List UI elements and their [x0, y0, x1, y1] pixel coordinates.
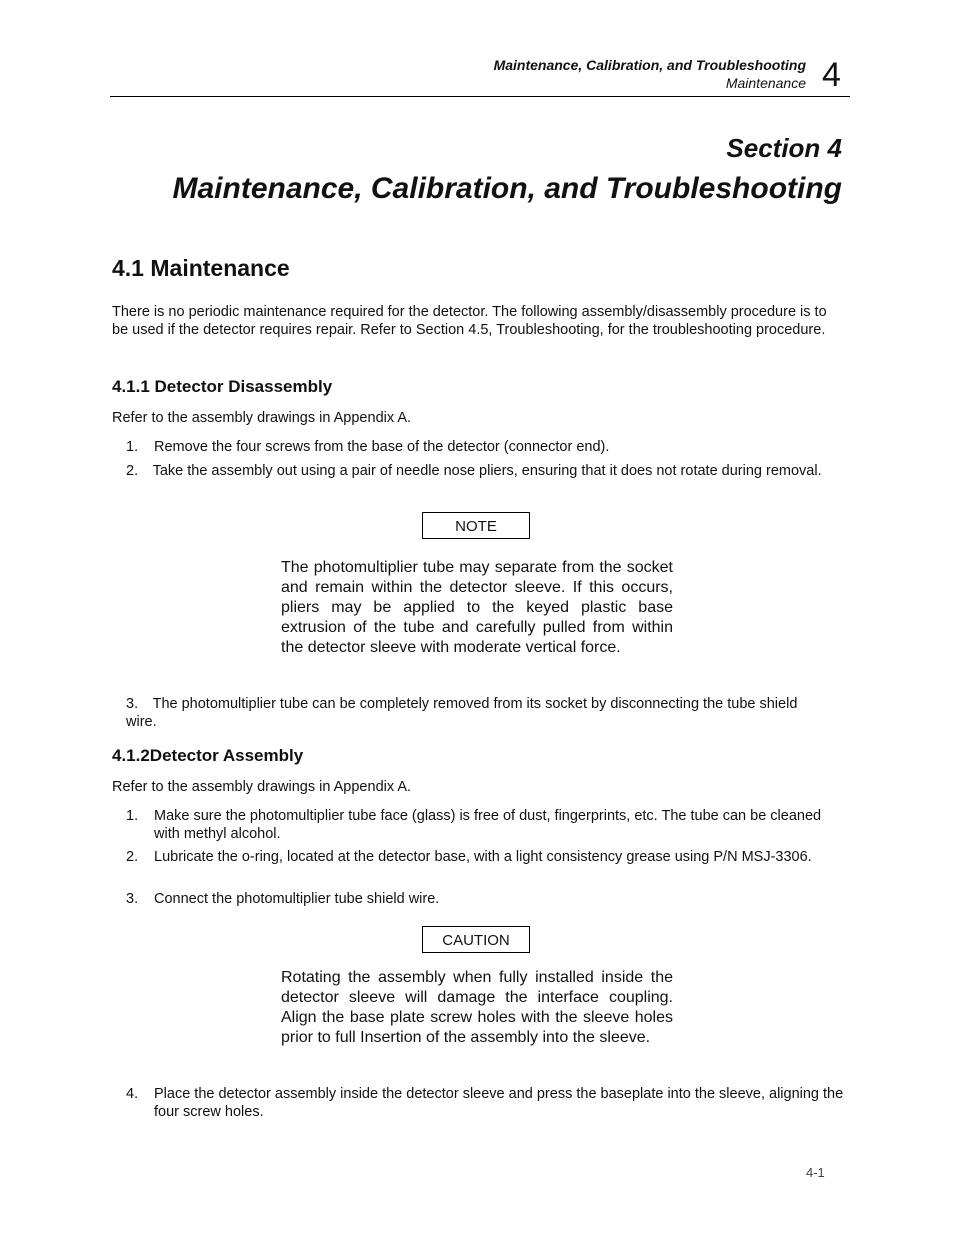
assembly-step-number: 1.	[126, 808, 139, 824]
heading-4-1-2: 4.1.2Detector Assembly	[112, 746, 304, 765]
note-label-box: NOTE	[422, 512, 530, 539]
disassembly-reference: Refer to the assembly drawings in Appendix A.	[112, 410, 412, 426]
assembly-reference: Refer to the assembly drawings in Appendix A.	[112, 779, 412, 795]
disassembly-step-1: Remove the four screws from the base of the detector (connector end).	[154, 439, 610, 455]
chapter-number: 4	[822, 56, 841, 94]
disassembly-step-1-number: 1.	[126, 439, 139, 455]
page-number: 4-1	[806, 1165, 825, 1180]
assembly-step-number: 4.	[126, 1086, 139, 1102]
disassembly-step-3: 3. The photomultiplier tube can be completely removed from its socket by disconnecting the tube shield wire.	[126, 696, 798, 730]
section-label: Section 4	[726, 133, 842, 163]
caution-text: Rotating the assembly when fully installed inside the detector sleeve will damage the interface coupling. Align the base plate screw holes with the sleeve holes prior to full Insertion of the assembly into the sleeve.	[281, 969, 673, 1046]
assembly-step: Connect the photomultiplier tube shield wire.	[154, 891, 440, 907]
assembly-step: Lubricate the o-ring, located at the detector base, with a light consistency grease using P/N MSJ-3306.	[154, 849, 812, 865]
running-header-subtitle: Maintenance	[725, 75, 806, 91]
caution-label-box: CAUTION	[422, 926, 530, 953]
disassembly-step-2: 2. Take the assembly out using a pair of needle nose pliers, ensuring that it does not rotate during removal.	[126, 463, 822, 479]
assembly-step: Place the detector assembly inside the detector sleeve and press the baseplate into the sleeve, aligning the four screw holes.	[154, 1086, 844, 1120]
intro-paragraph: There is no periodic maintenance required for the detector. The following assembly/disassembly procedure is to be used if the detector requires repair. Refer to Section 4.5, Troubleshooting, for the troubleshooting procedure.	[112, 304, 827, 338]
heading-4-1: 4.1 Maintenance	[112, 255, 290, 281]
assembly-step-number: 2.	[126, 849, 139, 865]
section-title: Maintenance, Calibration, and Troubleshooting	[172, 172, 842, 205]
header-rule	[110, 96, 850, 97]
running-header-title: Maintenance, Calibration, and Troubleshooting	[493, 57, 806, 73]
note-text: The photomultiplier tube may separate from the socket and remain within the detector sleeve. If this occurs, pliers may be applied to the keyed plastic base extrusion of the tube and carefully pulled from within the detector sleeve with moderate vertical force.	[281, 559, 673, 656]
assembly-step: Make sure the photomultiplier tube face (glass) is free of dust, fingerprints, etc. The tube can be cleaned with methyl alcohol.	[154, 808, 822, 842]
heading-4-1-1: 4.1.1 Detector Disassembly	[112, 377, 333, 396]
assembly-step-number: 3.	[126, 891, 139, 907]
